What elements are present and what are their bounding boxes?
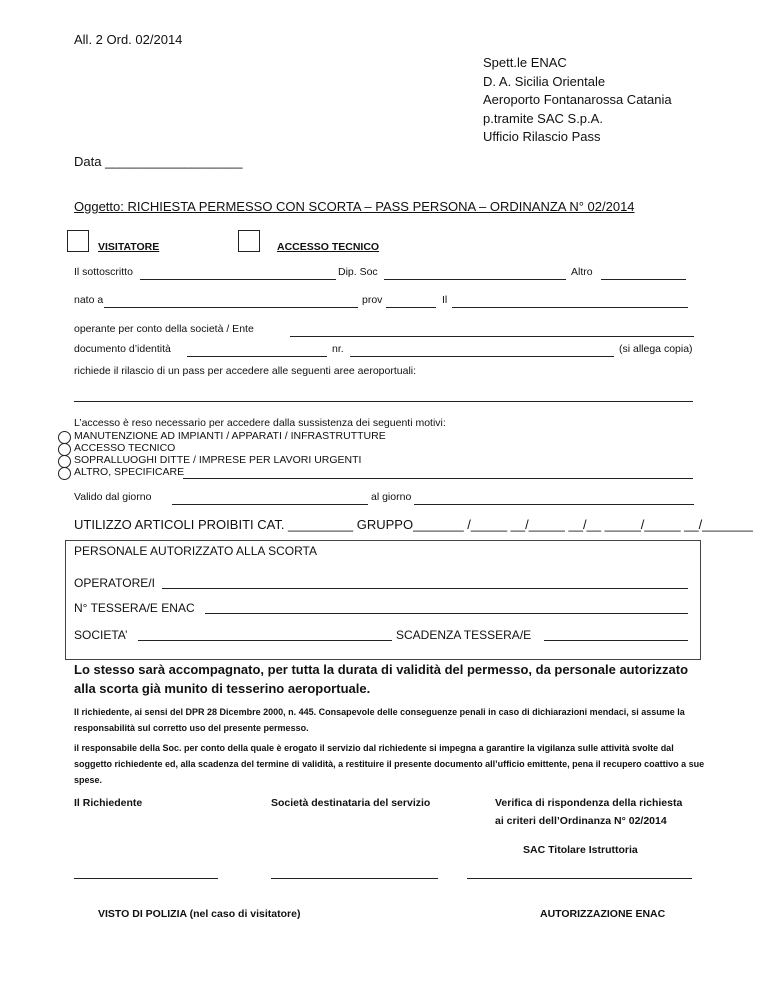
valido-al-label: al giorno	[371, 491, 412, 503]
accesso-tecnico-label: ACCESSO TECNICO	[277, 241, 380, 253]
richiedente-signature-label: Il Richiedente	[74, 797, 143, 809]
richiedente-signature-line[interactable]	[74, 878, 218, 879]
allega-label: (si allega copia)	[619, 343, 693, 355]
il-label: Il	[442, 294, 448, 306]
sac-signature-line[interactable]	[467, 878, 692, 879]
sac-label: SAC Titolare Istruttoria	[523, 844, 638, 856]
verifica-label: ai criteri dell’Ordinanza N° 02/2014	[495, 815, 667, 827]
accompagnamento-statement: Lo stesso sarà accompagnato, per tutta la durata di validità del permesso, da personale autorizzato alla scorta già munito di tesserino aeroportuale.	[74, 662, 689, 696]
recipient-line: p.tramite SAC S.p.A.	[483, 110, 603, 126]
tessera-label: N° TESSERA/E ENAC	[74, 601, 195, 615]
responsabilita-note: il responsabile della Soc. per conto della quale è erogato il servizio dal richiedente si impegna a garantire la vigilanza sulle attività svolte dal soggetto richiedente ed, alla scadenza del termine di validità, a restituire il presente documento all’ufficio emittente, pena il recupero coattivo a sue spese.	[74, 743, 705, 785]
motivo-label: MANUTENZIONE AD IMPIANTI / APPARATI / INFRASTRUTTURE	[74, 430, 386, 442]
visitatore-label: VISITATORE	[98, 241, 160, 253]
recipient-line: D. A. Sicilia Orientale	[483, 73, 606, 89]
tessera-field[interactable]	[205, 613, 688, 614]
polizia-label: VISTO DI POLIZIA (nel caso di visitatore)	[98, 908, 301, 920]
recipient-line: Aeroporto Fontanarossa Catania	[483, 92, 672, 107]
nato-a-field[interactable]	[104, 307, 358, 308]
prov-field[interactable]	[386, 307, 436, 308]
motivo-label: ALTRO, SPECIFICARE	[74, 466, 185, 478]
subject-title: Oggetto: RICHIESTA PERMESSO CON SCORTA – PASS PERSONA – ORDINANZA N° 02/2014	[74, 199, 635, 214]
visitatore-checkbox[interactable]	[67, 230, 89, 252]
document-reference: All. 2 Ord. 02/2014	[74, 32, 183, 47]
motivo-label: ACCESSO TECNICO	[74, 442, 176, 454]
nr-label: nr.	[332, 343, 344, 355]
valido-dal-label: Valido dal giorno	[74, 491, 152, 503]
motivo-radio[interactable]	[58, 467, 71, 480]
documento-label: documento d’identità	[74, 343, 171, 355]
scorta-section	[65, 540, 701, 660]
dichiarazione-note: Il richiedente, ai sensi del DPR 28 Dicembre 2000, n. 445. Consapevole delle conseguenze penali in caso di dichiarazioni mendaci, si assume la responsabilità sul corretto uso del presente permesso.	[74, 707, 685, 733]
enac-label: AUTORIZZAZIONE ENAC	[540, 908, 666, 920]
sottoscritto-label: Il sottoscritto	[74, 266, 133, 278]
recipient-block	[483, 54, 672, 147]
operatore-label: OPERATORE/I	[74, 576, 155, 590]
recipient-line: Spett.le ENAC	[483, 55, 567, 70]
recipient-line: Ufficio Rilascio Pass	[483, 129, 601, 144]
altro-specificare-field[interactable]	[183, 478, 693, 479]
altro-label: Altro	[571, 266, 593, 278]
valido-al-field[interactable]	[414, 504, 694, 505]
dip-soc-label: Dip. Soc	[338, 266, 378, 278]
date-field[interactable]: Data ___________________	[74, 154, 243, 169]
motivi-intro: L’accesso è reso necessario per accedere dalla sussistenza dei seguenti motivi:	[74, 417, 446, 429]
scadenza-label: SCADENZA TESSERA/E	[396, 628, 532, 642]
dip-soc-field[interactable]	[384, 279, 566, 280]
aree-field[interactable]	[74, 401, 693, 402]
operante-field[interactable]	[290, 336, 694, 337]
operatore-field[interactable]	[162, 588, 688, 589]
operante-label: operante per conto della società / Ente	[74, 323, 254, 335]
societa-signature-line[interactable]	[271, 878, 438, 879]
valido-dal-field[interactable]	[172, 504, 368, 505]
societa-signature-label: Società destinataria del servizio	[271, 797, 431, 809]
prov-label: prov	[362, 294, 383, 306]
documento-field[interactable]	[187, 356, 327, 357]
richiede-label: richiede il rilascio di un pass per accedere alle seguenti aree aeroportuali:	[74, 365, 417, 377]
sottoscritto-field[interactable]	[140, 279, 336, 280]
motivo-label: SOPRALLUOGHI DITTE / IMPRESE PER LAVORI URGENTI	[74, 454, 362, 466]
scadenza-field[interactable]	[544, 640, 688, 641]
societa-label: SOCIETA’	[74, 628, 128, 642]
scorta-title: PERSONALE AUTORIZZATO ALLA SCORTA	[74, 544, 317, 558]
altro-field[interactable]	[601, 279, 686, 280]
data-nascita-field[interactable]	[452, 307, 688, 308]
nato-a-label: nato a	[74, 294, 104, 306]
nr-field[interactable]	[350, 356, 614, 357]
societa-field[interactable]	[138, 640, 392, 641]
accesso-tecnico-checkbox[interactable]	[238, 230, 260, 252]
verifica-label: Verifica di rispondenza della richiesta	[495, 797, 683, 809]
articoli-proibiti-field[interactable]: UTILIZZO ARTICOLI PROIBITI CAT. _________ GRUPPO_______ /_____ __/_____ __/__ _____/_____ __/_______	[74, 517, 753, 532]
